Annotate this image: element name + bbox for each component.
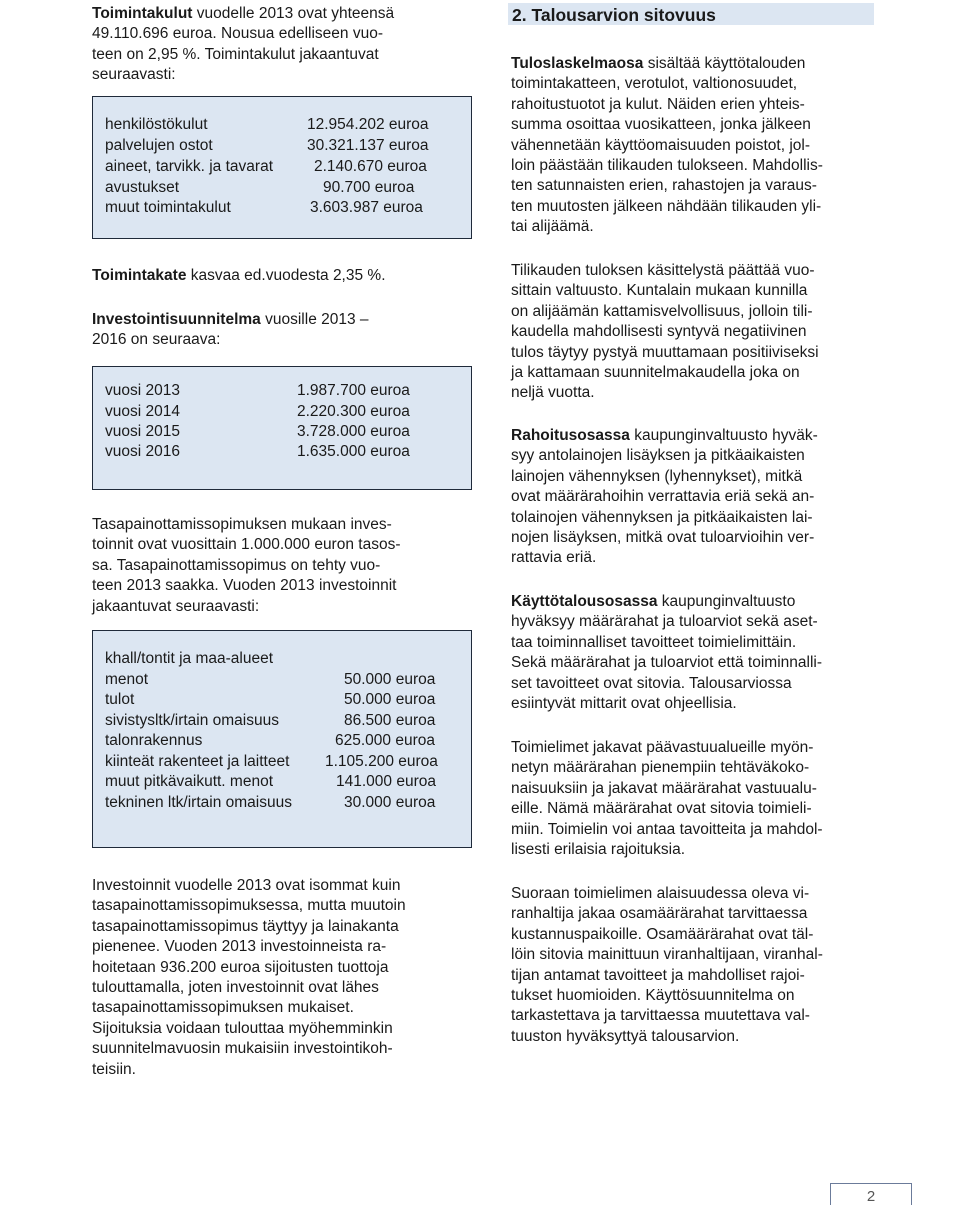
p1-line: ten satunnaisten erien, rahastojen ja varaus- bbox=[511, 177, 817, 195]
p6-line: tijan antamat tavoitteet ja mahdolliset rajoi- bbox=[511, 966, 805, 984]
intro-line-3: teen on 2,95 %. Toimintakulut jakaantuvat bbox=[92, 45, 379, 63]
p6-line: Suoraan toimielimen alaisuudessa oleva vi- bbox=[511, 885, 810, 902]
p5-line: Toimielimet jakavat päävastuualueille myön- bbox=[511, 739, 814, 756]
p1-line: toimintakatteen, verotulot, valtionosuudet, bbox=[511, 75, 798, 93]
p5-line: netyn määrärahan pienempiin tehtäväkoko- bbox=[511, 759, 810, 777]
expense-row bbox=[105, 178, 179, 198]
intro-bold: Toimintakulut bbox=[92, 5, 193, 22]
expense-label: avustukset bbox=[105, 179, 180, 196]
balance-paragraph bbox=[92, 515, 492, 617]
breakdown-value: 50.000 euroa bbox=[344, 671, 436, 688]
expense-row bbox=[105, 136, 213, 156]
p3-bold: Rahoitusosassa bbox=[511, 427, 630, 444]
plan-line-1-rest: vuosille 2013 – bbox=[260, 311, 369, 328]
p6-line: kustannuspaikoille. Osamäärärahat ovat täl- bbox=[511, 925, 814, 943]
expense-row bbox=[105, 198, 231, 218]
plan-paragraph bbox=[92, 310, 492, 351]
intro-paragraph bbox=[92, 4, 492, 86]
p1-bold: Tuloslaskelmaosa bbox=[511, 55, 644, 72]
p6-line: ranhaltija jakaa osamäärärahat tarvittaessa bbox=[511, 905, 808, 923]
closing-line: tasapainottamissopimus täyttyy ja lainakanta bbox=[92, 917, 399, 935]
p2 bbox=[511, 261, 891, 404]
investment-value: 2.220.300 euroa bbox=[297, 403, 410, 420]
closing-line: hoitetaan 936.200 euroa sijoitusten tuottoja bbox=[92, 958, 389, 976]
p3-line: lainojen vähennyksen (lyhennykset), mitkä bbox=[511, 467, 803, 485]
p4-line: taa toiminnalliset tavoitteet toimielimittäin. bbox=[511, 633, 797, 651]
p1-line: summa osoittaa vuosikatteen, jonka jälkeen bbox=[511, 116, 811, 134]
p5-line: miin. Toimielin voi antaa tavoitteita ja mahdol- bbox=[511, 820, 823, 838]
p2-line: sittain valtuusto. Kuntalain mukaan kunnilla bbox=[511, 282, 808, 300]
p6-line: löin sitovia mainittuun viranhaltijaan, viranhal- bbox=[511, 946, 823, 964]
investment-label: vuosi 2014 bbox=[105, 403, 180, 420]
p3-line: nojen lisäyksen, mitkä ovat tuloarvioihin ver- bbox=[511, 529, 815, 547]
p2-line: neljä vuotta. bbox=[511, 384, 595, 402]
breakdown-label: muut pitkävaikutt. menot bbox=[105, 773, 273, 790]
expense-label: palvelujen ostot bbox=[105, 137, 213, 154]
p1-line-1 bbox=[511, 54, 891, 74]
toimintakate-line bbox=[92, 266, 386, 286]
breakdown-label: tulot bbox=[105, 691, 135, 708]
investment-value: 1.635.000 euroa bbox=[297, 443, 410, 460]
balance-line: teen 2013 saakka. Vuoden 2013 investoinnit bbox=[92, 577, 397, 595]
section-heading: 2. Talousarvion sitovuus bbox=[512, 5, 716, 25]
breakdown-label: kiinteät rakenteet ja laitteet bbox=[105, 753, 290, 770]
balance-line: jakaantuvat seuraavasti: bbox=[92, 597, 260, 615]
breakdown-label: talonrakennus bbox=[105, 732, 203, 749]
balance-line: Tasapainottamissopimuksen mukaan inves- bbox=[92, 516, 392, 533]
p4-line: esiintyvät mittarit ovat ohjeellisia. bbox=[511, 695, 737, 713]
breakdown-value: 625.000 euroa bbox=[335, 732, 435, 749]
breakdown-value: 141.000 euroa bbox=[336, 773, 436, 790]
balance-line: toinnit ovat vuosittain 1.000.000 euron tasos- bbox=[92, 536, 401, 554]
p3-line: ovat määrärahoihin verrattavia eriä sekä an- bbox=[511, 488, 815, 506]
p4-line: Sekä määrärahat ja tuloarviot että toiminnalli- bbox=[511, 654, 823, 672]
p1-line: rahoitustuotot ja kulut. Näiden erien yhteis- bbox=[511, 95, 805, 113]
p1-line: loin päästään tilikauden tulokseen. Mahdollis- bbox=[511, 157, 823, 175]
expense-label: aineet, tarvikk. ja tavarat bbox=[105, 158, 273, 175]
expense-value: 3.603.987 euroa bbox=[310, 199, 423, 216]
closing-line: tasapainottamissopimuksen mukaiset. bbox=[92, 999, 354, 1017]
p6-line: tarkastettava ja tarvittaessa muutettava val- bbox=[511, 1007, 810, 1025]
breakdown-label: tekninen ltk/irtain omaisuus bbox=[105, 794, 292, 811]
expense-value: 2.140.670 euroa bbox=[314, 158, 427, 175]
intro-line-1 bbox=[92, 4, 492, 24]
breakdown-value: 50.000 euroa bbox=[344, 691, 436, 708]
p2-line: on alijäämän kattamisvelvollisuus, jolloin tili- bbox=[511, 302, 813, 320]
p1-line: ten muutosten jälkeen nähdään tilikauden yli- bbox=[511, 197, 822, 215]
p2-line: tulos täytyy pystyä muuttamaan positiiviseksi bbox=[511, 343, 819, 361]
closing-line: suunnitelmavuosin mukaisiin investointikoh- bbox=[92, 1040, 393, 1058]
breakdown-value: 86.500 euroa bbox=[344, 712, 436, 729]
toimintakate-bold: Toimintakate bbox=[92, 267, 187, 284]
plan-line-1 bbox=[92, 310, 492, 330]
p3-line: rattavia eriä. bbox=[511, 549, 597, 567]
p5 bbox=[511, 738, 891, 860]
p3-line-1-rest: kaupunginvaltuusto hyväk- bbox=[629, 427, 818, 444]
breakdown-value: 1.105.200 euroa bbox=[325, 753, 438, 770]
p1-line: vähennetään käyttöomaisuuden poistot, jol- bbox=[511, 136, 811, 154]
p3-line: syy antolainojen lisäyksen ja pitkäaikaisten bbox=[511, 447, 805, 465]
p6-line: tukset huomioiden. Käyttösuunnitelma on bbox=[511, 987, 795, 1005]
p2-line: kaudella mahdollisesti syntyvä negatiivinen bbox=[511, 323, 807, 341]
expense-row bbox=[105, 115, 208, 135]
p6 bbox=[511, 884, 891, 1047]
p5-line: naisuuksiin ja jakavat määrärahat vastuualu- bbox=[511, 779, 817, 797]
p4-line-1 bbox=[511, 592, 891, 612]
expense-row bbox=[105, 157, 273, 177]
p3-line: tolainojen vähennyksen ja pitkäaikaisten lai- bbox=[511, 508, 813, 526]
p4-bold: Käyttötalousosassa bbox=[511, 593, 658, 610]
closing-line: tasapainottamissopimuksessa, mutta muutoin bbox=[92, 897, 406, 915]
breakdown-label: menot bbox=[105, 671, 149, 688]
p1-line: tai alijäämä. bbox=[511, 218, 594, 236]
p5-line: eille. Nämä määrärahat ovat sitovia toimieli- bbox=[511, 800, 812, 818]
investment-label: vuosi 2016 bbox=[105, 443, 180, 460]
plan-line-2: 2016 on seuraava: bbox=[92, 331, 221, 349]
p6-line: tuuston hyväksyttyä talousarvion. bbox=[511, 1027, 740, 1045]
investment-value: 1.987.700 euroa bbox=[297, 382, 410, 399]
plan-bold: Investointisuunnitelma bbox=[92, 311, 261, 328]
breakdown-header: khall/tontit ja maa-alueet bbox=[105, 650, 274, 667]
p2-line: Tilikauden tuloksen käsittelystä päättää vuo- bbox=[511, 262, 815, 279]
breakdown-value: 30.000 euroa bbox=[344, 794, 436, 811]
intro-line-1-rest: vuodelle 2013 ovat yhteensä bbox=[192, 5, 395, 22]
balance-line: sa. Tasapainottamissopimus on tehty vuo- bbox=[92, 556, 381, 574]
p1 bbox=[511, 54, 891, 238]
p5-line: lisesti erilaisia rajoituksia. bbox=[511, 841, 686, 859]
closing-line: teisiin. bbox=[92, 1060, 136, 1078]
p3 bbox=[511, 426, 891, 569]
closing-line: tulouttamalla, joten investoinnit ovat lähes bbox=[92, 979, 379, 997]
expense-label: muut toimintakulut bbox=[105, 199, 231, 216]
toimintakate-rest: kasvaa ed.vuodesta 2,35 %. bbox=[186, 267, 386, 284]
intro-line-2: 49.110.696 euroa. Nousua edelliseen vuo- bbox=[92, 25, 383, 43]
breakdown-label: sivistysltk/irtain omaisuus bbox=[105, 712, 279, 729]
p3-line-1 bbox=[511, 426, 891, 446]
p4-line: set tavoitteet ovat sitovia. Talousarviossa bbox=[511, 674, 792, 692]
closing-paragraph bbox=[92, 876, 492, 1080]
intro-line-4: seuraavasti: bbox=[92, 66, 176, 84]
closing-line: Investoinnit vuodelle 2013 ovat isommat kuin bbox=[92, 877, 401, 894]
expense-label: henkilöstökulut bbox=[105, 116, 208, 133]
p4-line-1-rest: kaupunginvaltuusto bbox=[657, 593, 796, 610]
p4 bbox=[511, 592, 891, 714]
expense-value: 12.954.202 euroa bbox=[307, 116, 429, 133]
closing-line: Sijoituksia voidaan tulouttaa myöhemminkin bbox=[92, 1019, 393, 1037]
investment-value: 3.728.000 euroa bbox=[297, 423, 410, 440]
p1-line-1-rest: sisältää käyttötalouden bbox=[643, 55, 806, 72]
p4-line: hyväksyy määrärahat ja tuloarviot sekä aset- bbox=[511, 613, 818, 631]
investment-label: vuosi 2013 bbox=[105, 382, 180, 399]
page-number: 2 bbox=[830, 1183, 912, 1205]
expense-value: 90.700 euroa bbox=[323, 179, 415, 196]
expense-value: 30.321.137 euroa bbox=[307, 137, 429, 154]
investment-label: vuosi 2015 bbox=[105, 423, 180, 440]
closing-line: pienenee. Vuoden 2013 investoinneista ra- bbox=[92, 938, 387, 956]
p2-line: ja kattamaan suunnitelmakaudella joka on bbox=[511, 364, 800, 382]
